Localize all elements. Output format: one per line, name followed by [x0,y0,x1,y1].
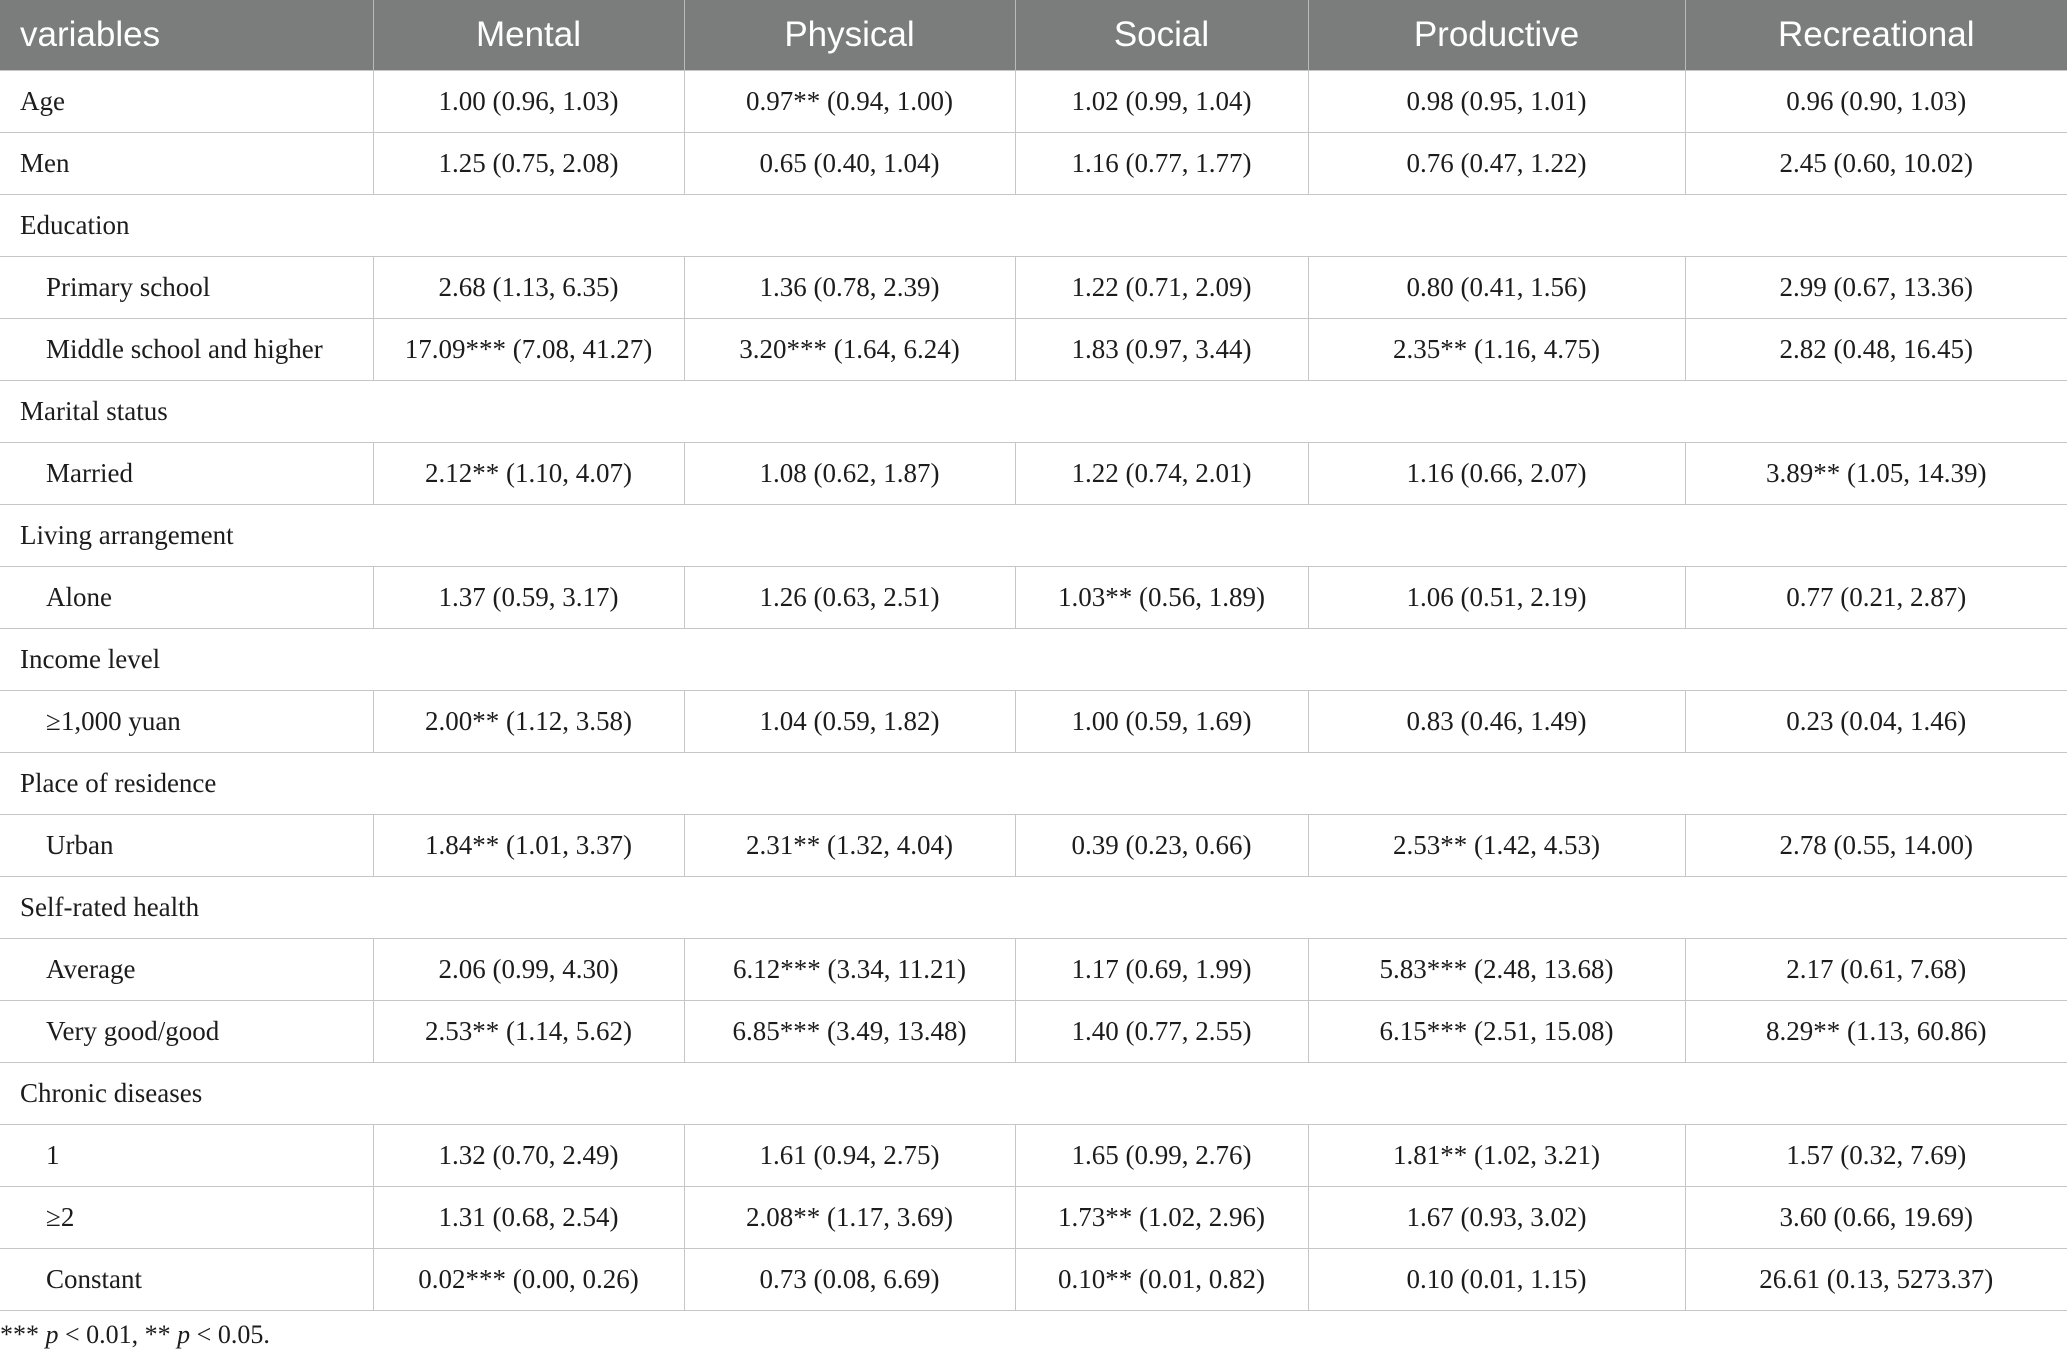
cell-physical: 3.20*** (1.64, 6.24) [684,319,1015,381]
section-row [0,195,2067,257]
cell-mental: 2.68 (1.13, 6.35) [373,257,684,319]
cell-physical: 1.36 (0.78, 2.39) [684,257,1015,319]
cell-recreational: 2.45 (0.60, 10.02) [1685,133,2067,195]
cell-recreational: 2.99 (0.67, 13.36) [1685,257,2067,319]
row-label: Middle school and higher [0,319,373,381]
row-label: Age [0,71,373,133]
section-row [0,753,2067,815]
row-label: Constant [0,1249,373,1311]
cell-social: 0.10** (0.01, 0.82) [1015,1249,1308,1311]
footnote-text-2: < 0.05. [190,1320,270,1349]
footnote-p-symbol-2: p [177,1320,191,1349]
row-label: Average [0,939,373,1001]
cell-social: 1.65 (0.99, 2.76) [1015,1125,1308,1187]
section-label: Place of residence [0,753,2067,815]
cell-productive: 1.06 (0.51, 2.19) [1308,567,1685,629]
cell-social: 1.02 (0.99, 1.04) [1015,71,1308,133]
row-label: ≥1,000 yuan [0,691,373,753]
cell-mental: 1.84** (1.01, 3.37) [373,815,684,877]
cell-physical: 1.26 (0.63, 2.51) [684,567,1015,629]
table-header [0,0,2067,71]
cell-productive: 1.16 (0.66, 2.07) [1308,443,1685,505]
header-row [0,0,2067,71]
cell-recreational: 0.23 (0.04, 1.46) [1685,691,2067,753]
cell-social: 1.03** (0.56, 1.89) [1015,567,1308,629]
footnote-stars: *** [0,1320,39,1349]
table-row [0,567,2067,629]
cell-recreational: 2.78 (0.55, 14.00) [1685,815,2067,877]
cell-mental: 1.32 (0.70, 2.49) [373,1125,684,1187]
cell-productive: 0.80 (0.41, 1.56) [1308,257,1685,319]
cell-mental: 17.09*** (7.08, 41.27) [373,319,684,381]
header-productive: Productive [1308,0,1685,71]
header-variables: variables [0,0,373,71]
cell-mental: 2.06 (0.99, 4.30) [373,939,684,1001]
header-physical: Physical [684,0,1015,71]
cell-productive: 6.15*** (2.51, 15.08) [1308,1001,1685,1063]
cell-social: 1.00 (0.59, 1.69) [1015,691,1308,753]
cell-productive: 0.83 (0.46, 1.49) [1308,691,1685,753]
section-row [0,505,2067,567]
cell-productive: 5.83*** (2.48, 13.68) [1308,939,1685,1001]
row-label: Married [0,443,373,505]
table-row [0,939,2067,1001]
table-body [0,71,2067,1311]
cell-productive: 0.76 (0.47, 1.22) [1308,133,1685,195]
cell-productive: 0.10 (0.01, 1.15) [1308,1249,1685,1311]
table-row [0,1001,2067,1063]
cell-recreational: 2.82 (0.48, 16.45) [1685,319,2067,381]
table-footnote [0,1320,270,1350]
cell-physical: 0.73 (0.08, 6.69) [684,1249,1015,1311]
table-row [0,1249,2067,1311]
table-row [0,319,2067,381]
cell-mental: 1.00 (0.96, 1.03) [373,71,684,133]
table-row [0,71,2067,133]
row-label: Men [0,133,373,195]
section-label: Self-rated health [0,877,2067,939]
cell-physical: 6.12*** (3.34, 11.21) [684,939,1015,1001]
section-row [0,381,2067,443]
cell-social: 1.22 (0.74, 2.01) [1015,443,1308,505]
cell-physical: 0.65 (0.40, 1.04) [684,133,1015,195]
cell-mental: 0.02*** (0.00, 0.26) [373,1249,684,1311]
footnote-text-1: < 0.01, ** [58,1320,178,1349]
cell-recreational: 8.29** (1.13, 60.86) [1685,1001,2067,1063]
row-label: ≥2 [0,1187,373,1249]
cell-mental: 1.37 (0.59, 3.17) [373,567,684,629]
cell-productive: 1.81** (1.02, 3.21) [1308,1125,1685,1187]
cell-social: 1.17 (0.69, 1.99) [1015,939,1308,1001]
section-row [0,877,2067,939]
table-row [0,815,2067,877]
cell-social: 1.16 (0.77, 1.77) [1015,133,1308,195]
cell-physical: 2.31** (1.32, 4.04) [684,815,1015,877]
cell-mental: 1.31 (0.68, 2.54) [373,1187,684,1249]
cell-recreational: 0.96 (0.90, 1.03) [1685,71,2067,133]
cell-physical: 0.97** (0.94, 1.00) [684,71,1015,133]
cell-mental: 1.25 (0.75, 2.08) [373,133,684,195]
header-recreational: Recreational [1685,0,2067,71]
cell-physical: 1.04 (0.59, 1.82) [684,691,1015,753]
cell-mental: 2.53** (1.14, 5.62) [373,1001,684,1063]
cell-social: 1.40 (0.77, 2.55) [1015,1001,1308,1063]
cell-physical: 1.08 (0.62, 1.87) [684,443,1015,505]
header-mental: Mental [373,0,684,71]
row-label: Primary school [0,257,373,319]
section-label: Chronic diseases [0,1063,2067,1125]
cell-mental: 2.12** (1.10, 4.07) [373,443,684,505]
table-row [0,1187,2067,1249]
section-label: Income level [0,629,2067,691]
cell-social: 1.73** (1.02, 2.96) [1015,1187,1308,1249]
cell-productive: 0.98 (0.95, 1.01) [1308,71,1685,133]
cell-recreational: 0.77 (0.21, 2.87) [1685,567,2067,629]
row-label: Alone [0,567,373,629]
cell-recreational: 1.57 (0.32, 7.69) [1685,1125,2067,1187]
section-label: Living arrangement [0,505,2067,567]
cell-social: 1.22 (0.71, 2.09) [1015,257,1308,319]
cell-productive: 2.35** (1.16, 4.75) [1308,319,1685,381]
header-social: Social [1015,0,1308,71]
cell-recreational: 26.61 (0.13, 5273.37) [1685,1249,2067,1311]
cell-physical: 1.61 (0.94, 2.75) [684,1125,1015,1187]
cell-recreational: 2.17 (0.61, 7.68) [1685,939,2067,1001]
cell-physical: 2.08** (1.17, 3.69) [684,1187,1015,1249]
cell-physical: 6.85*** (3.49, 13.48) [684,1001,1015,1063]
cell-productive: 2.53** (1.42, 4.53) [1308,815,1685,877]
cell-recreational: 3.89** (1.05, 14.39) [1685,443,2067,505]
cell-recreational: 3.60 (0.66, 19.69) [1685,1187,2067,1249]
cell-productive: 1.67 (0.93, 3.02) [1308,1187,1685,1249]
row-label: 1 [0,1125,373,1187]
section-label: Marital status [0,381,2067,443]
table-row [0,691,2067,753]
table-row [0,1125,2067,1187]
table-row [0,443,2067,505]
cell-social: 0.39 (0.23, 0.66) [1015,815,1308,877]
footnote-p-symbol: p [45,1320,59,1349]
cell-social: 1.83 (0.97, 3.44) [1015,319,1308,381]
section-row [0,1063,2067,1125]
row-label: Urban [0,815,373,877]
section-label: Education [0,195,2067,257]
cell-mental: 2.00** (1.12, 3.58) [373,691,684,753]
section-row [0,629,2067,691]
row-label: Very good/good [0,1001,373,1063]
table-row [0,257,2067,319]
table-row [0,133,2067,195]
